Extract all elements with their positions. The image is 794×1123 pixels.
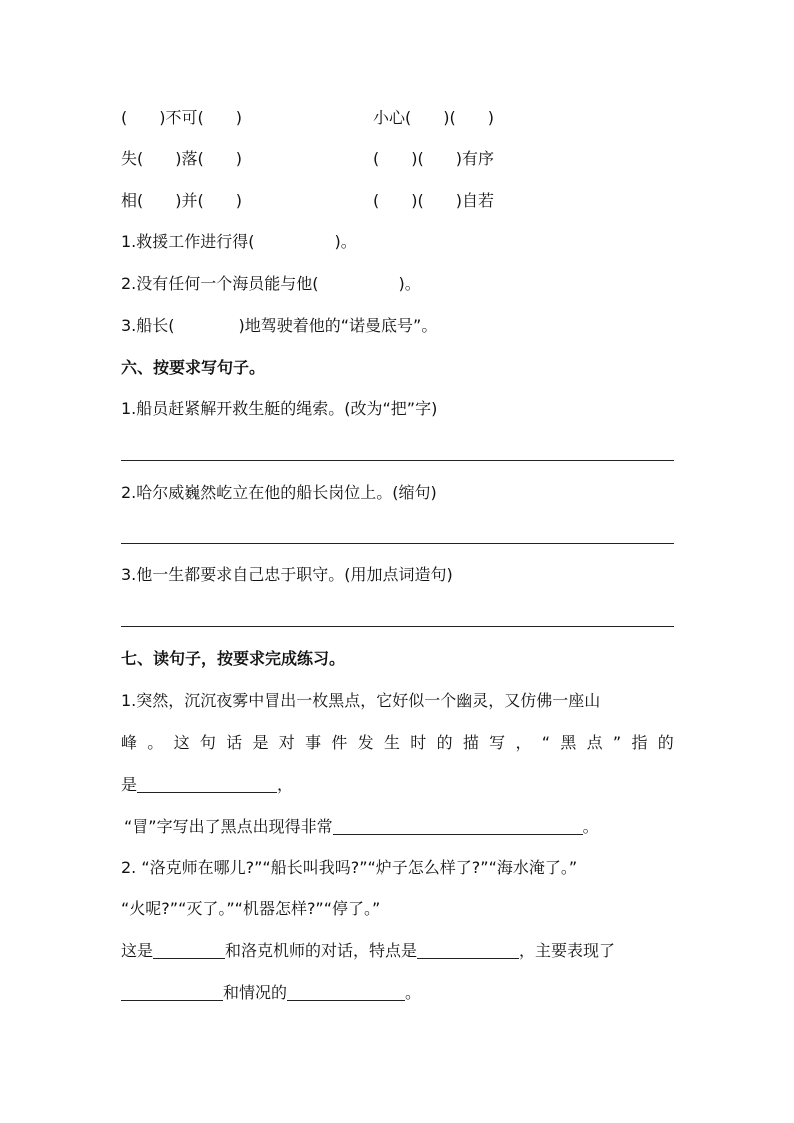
answer-line-1[interactable] [121,460,674,461]
spaced-char: 这 [173,733,190,752]
spaced-char: ” [612,733,622,752]
spaced-char: 描 [462,733,479,752]
section-6-title: 六、按要求写句子。 [121,358,266,377]
spaced-char: 时 [410,733,427,752]
q2-line4-b: 。 [405,983,422,1002]
idiom-row1-left: ( )不可( ) [121,108,242,127]
idiom-row1-right: 小心( )( ) [373,108,494,127]
section-7-title: 七、读句子，按要求完成练习。 [121,649,346,668]
fill-question-3: 3.船长( )地驾驶着他的“诺曼底号”。 [121,316,438,335]
q2-line4-a: 和情况的 [223,983,288,1002]
fill-question-2: 2.没有任何一个海员能与他( )。 [121,274,421,293]
spaced-char: “ [541,733,551,752]
spaced-char: 的 [436,733,453,752]
section-6-question-1: 1.船员赶紧解开救生艇的绳索。(改为“把”字) [121,399,438,418]
fill-question-1: 1.救援工作进行得( )。 [121,232,357,251]
spaced-char: 话 [226,733,243,752]
section-7-q2-line2: “火呢?”“灭了。”“机器怎样?”“停了。” [121,899,381,918]
spaced-char: 对 [278,733,295,752]
spaced-char: 件 [331,733,348,752]
spaced-char: 是 [252,733,269,752]
q2-line3-a: 这是 [121,941,154,960]
section-7-q1-line3 [121,774,293,796]
spaced-char: ， [515,733,532,752]
idiom-row3-right: ( )( )自若 [373,191,494,210]
q1-line3-suffix: ， [277,775,294,794]
section-7-q1-line2 [121,732,674,754]
q1-line4-suffix: 。 [582,817,599,836]
section-7-q2-line1: 2. “洛克师在哪儿?”“船长叫我吗?”“炉子怎么样了?”“海水淹了。” [121,858,578,877]
q1-line3-prefix: 是 [121,775,138,794]
spaced-char: 发 [357,733,374,752]
section-7-q2-line4 [121,982,421,1004]
spaced-char: 。 [147,733,164,752]
blank-answer-mao[interactable] [333,818,583,835]
spaced-char: 事 [305,733,322,752]
q2-line3-b: 和洛克机师的对话，特点是 [225,941,418,960]
q2-line3-c: ，主要表现了 [519,941,616,960]
blank-answer-speaker[interactable] [153,942,225,959]
section-7-q1-line4 [124,816,599,838]
answer-line-2[interactable] [121,543,674,544]
q1-line4-prefix: “冒”字写出了黑点出现得非常 [124,817,333,836]
spaced-char: 句 [199,733,216,752]
section-7-q1-line1: 1.突然，沉沉夜雾中冒出一枚黑点，它好似一个幽灵，又仿佛一座山 [121,691,601,710]
spaced-char: 生 [383,733,400,752]
spaced-char: 指 [631,733,648,752]
section-7-q2-line3 [121,940,615,962]
section-6-question-3: 3.他一生都要求自己忠于职守。(用加点词造句) [121,565,453,584]
idiom-row3-left: 相( )并( ) [121,191,242,210]
answer-line-3[interactable] [121,626,674,627]
blank-answer-expression[interactable] [121,984,223,1001]
idiom-row2-left: 失( )落( ) [121,149,242,168]
spaced-char: 峰 [121,733,138,752]
spaced-char: 黑 [560,733,577,752]
section-6-question-2: 2.哈尔威巍然屹立在他的船长岗位上。(缩句) [121,483,437,502]
spaced-char: 的 [657,733,674,752]
spaced-char: 写 [489,733,506,752]
idiom-row2-right: ( )( )有序 [373,149,494,168]
blank-answer-situation[interactable] [287,984,405,1001]
blank-answer-feature[interactable] [417,942,519,959]
spaced-char: 点 [586,733,603,752]
blank-answer-black-dot[interactable] [137,776,277,793]
